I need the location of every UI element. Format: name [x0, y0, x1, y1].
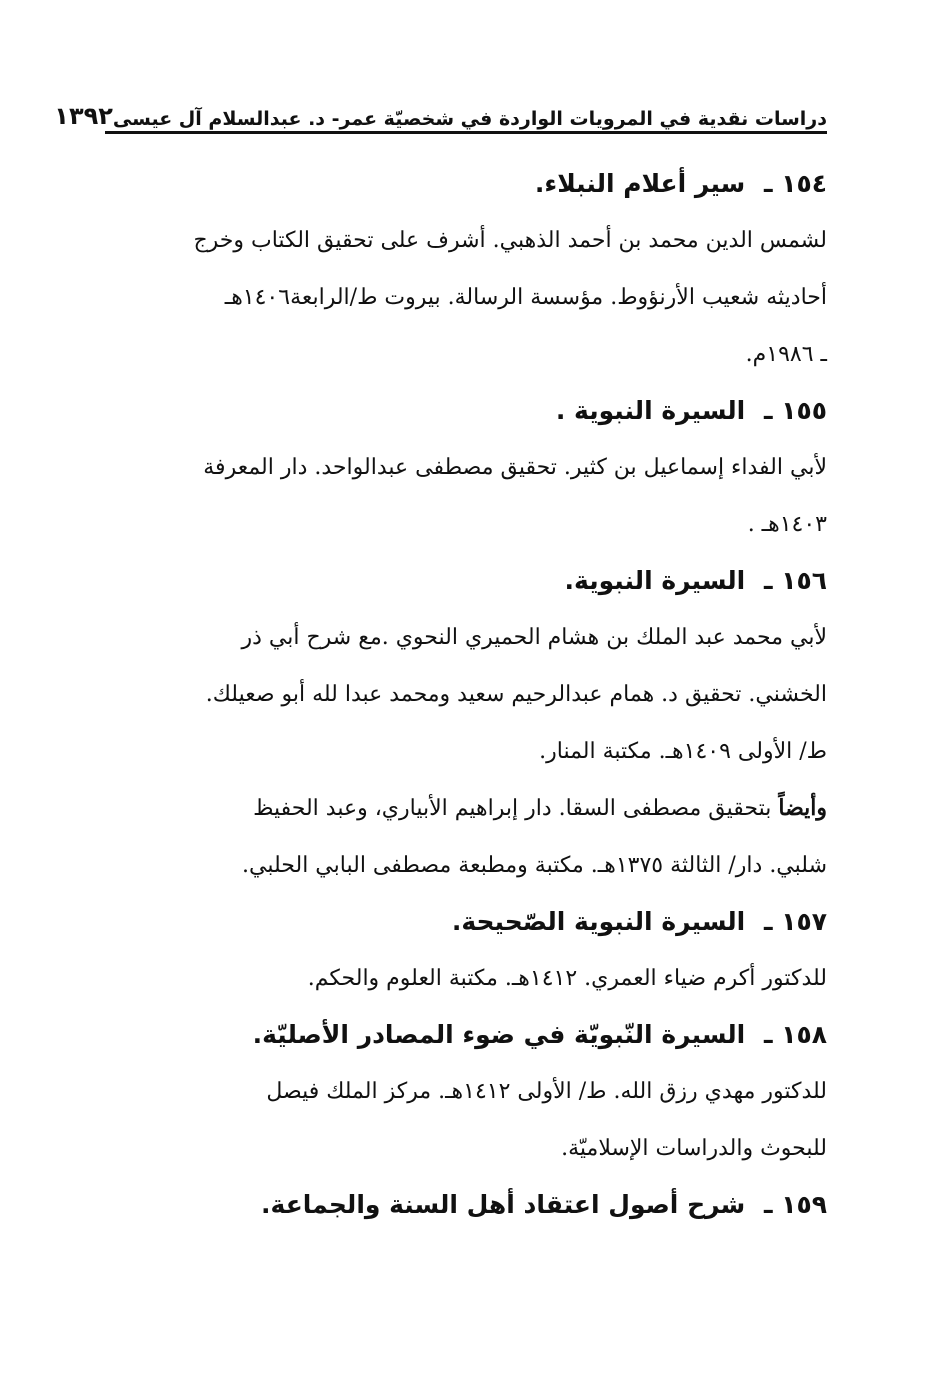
- entry-number: ١٥٩ ـ: [763, 1190, 827, 1219]
- page-number: ١٣٩٢: [54, 102, 113, 130]
- entry-title: السيرة النبوية الصّحيحة.: [451, 907, 746, 936]
- header-title: دراسات نقدية في المرويات الواردة في شخصيّة عمر- د. عبدالسلام آل عيسى: [112, 108, 827, 130]
- bibliography-list: [112, 156, 827, 1233]
- also-text: بتحقيق مصطفى السقا. دار إبراهيم الأبياري، وعبد الحفيظ: [253, 796, 772, 821]
- entry-heading: [112, 1177, 827, 1233]
- entry-title: السيرة النبوية.: [564, 566, 746, 595]
- bibliography-entry: [112, 156, 827, 383]
- entry-line-also: [112, 780, 827, 837]
- entry-heading: [112, 383, 827, 439]
- entry-description: [112, 212, 827, 383]
- entry-line: للدكتور أكرم ضياء العمري. ١٤١٢هـ. مكتبة العلوم والحكم.: [307, 966, 827, 991]
- entry-description: [112, 1063, 827, 1177]
- entry-number: ١٥٨ ـ: [763, 1020, 827, 1049]
- entry-line: ١٤٠٣هـ .: [747, 512, 827, 537]
- entry-line: لأبي الفداء إسماعيل بن كثير. تحقيق مصطفى عبدالواحد. دار المعرفة: [203, 455, 827, 480]
- entry-description: [112, 609, 827, 894]
- entry-number: ١٥٤ ـ: [763, 169, 827, 198]
- also-label: وأيضاً: [778, 795, 827, 821]
- bibliography-entry: [112, 1177, 827, 1233]
- entry-line: شلبي. دار/ الثالثة ١٣٧٥هـ. مكتبة ومطبعة مصطفى البابي الحلبي.: [242, 853, 827, 878]
- entry-title: سير أعلام النبلاء.: [534, 169, 746, 198]
- entry-number: ١٥٥ ـ: [763, 396, 827, 425]
- bibliography-entry: [112, 553, 827, 894]
- header-rule: [105, 131, 827, 134]
- entry-line: لشمس الدين محمد بن أحمد الذهبي. أشرف على تحقيق الكتاب وخرج: [193, 228, 827, 253]
- entry-number: ١٥٦ ـ: [763, 566, 827, 595]
- entry-title: شرح أصول اعتقاد أهل السنة والجماعة.: [261, 1190, 746, 1219]
- entry-line: أحاديثه شعيب الأرنؤوط. مؤسسة الرسالة. بيروت ط/الرابعة١٤٠٦هـ: [224, 285, 827, 310]
- bibliography-entry: [112, 1007, 827, 1177]
- entry-title: السيرة النبوية .: [555, 396, 746, 425]
- entry-number: ١٥٧ ـ: [763, 907, 827, 936]
- entry-line: الخشني. تحقيق د. همام عبدالرحيم سعيد ومحمد عبدا لله أبو صعيلك.: [205, 682, 827, 707]
- entry-line: ـ ١٩٨٦م.: [745, 342, 827, 367]
- entry-line: لأبي محمد عبد الملك بن هشام الحميري النحوي .مع شرح أبي ذر: [241, 625, 827, 650]
- bibliography-entry: [112, 894, 827, 1007]
- entry-description: [112, 439, 827, 553]
- entry-line: للبحوث والدراسات الإسلاميّة.: [561, 1136, 827, 1161]
- entry-heading: [112, 156, 827, 212]
- entry-description: [112, 950, 827, 1007]
- entry-heading: [112, 894, 827, 950]
- entry-title: السيرة النّبويّة في ضوء المصادر الأصليّة.: [252, 1020, 746, 1049]
- running-header: [54, 96, 827, 130]
- entry-heading: [112, 553, 827, 609]
- entry-line: ط/ الأولى ١٤٠٩هـ. مكتبة المنار.: [539, 739, 827, 764]
- bibliography-entry: [112, 383, 827, 553]
- entry-heading: [112, 1007, 827, 1063]
- entry-line: للدكتور مهدي رزق الله. ط/ الأولى ١٤١٢هـ. مركز الملك فيصل: [266, 1079, 827, 1104]
